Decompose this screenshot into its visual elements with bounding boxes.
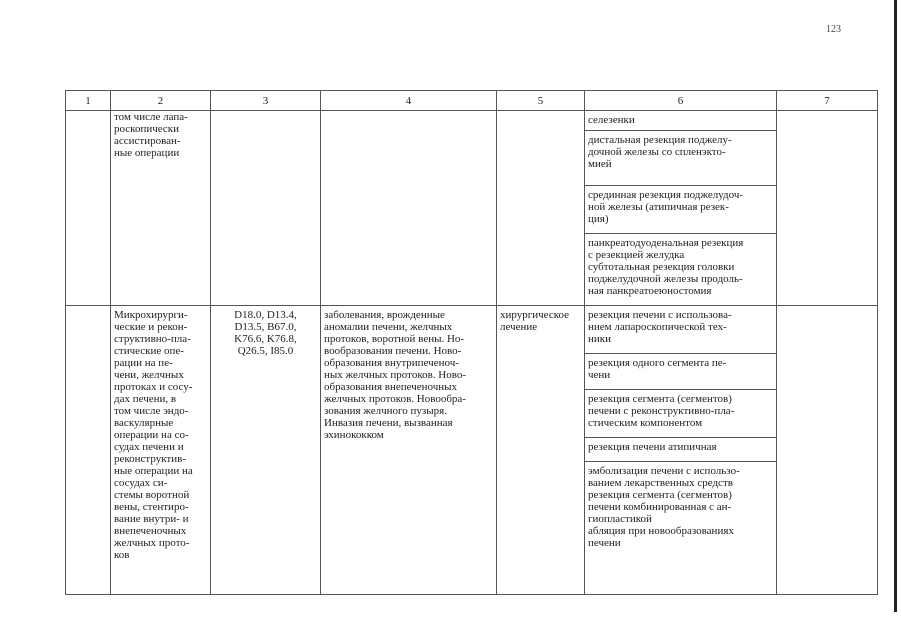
row-number-cell — [66, 306, 111, 595]
row-number-cell — [66, 111, 111, 306]
method-cell: резекция печени с использова- нием лапароскопической тех- ники — [585, 306, 777, 354]
method-cell: срединная резекция поджелудоч- ной железы (атипичная резек- ция) — [585, 186, 777, 234]
header-col-3: 3 — [211, 91, 321, 111]
diagnosis-cell: заболевания, врожденные аномалии печени, желчных протоков, воротной вены. Но- вообразования печени. Ново- образования внутрипеченоч- ных желчных протоков. Ново- образования внепеченочных желчных протоков. Новообра- зования желчного пузыря. Инвазия печени, вызванная эхинококком — [321, 306, 497, 595]
diagnosis-cell — [321, 111, 497, 306]
page-number: 123 — [826, 24, 841, 35]
header-col-2: 2 — [111, 91, 211, 111]
method-cell: селезенки — [585, 111, 777, 131]
cost-cell — [777, 111, 878, 306]
method-cell: эмболизация печени с использо- ванием лекарственных средств резекция сегмента (сегментов) печени комбинированная с ан- гиопластикой абляция при новообразованиях печени — [585, 462, 777, 595]
table-row — [66, 111, 878, 131]
method-cell: резекция одного сегмента пе- чени — [585, 354, 777, 390]
table-row — [66, 306, 878, 354]
method-cell: резекция печени атипичная — [585, 438, 777, 462]
header-col-1: 1 — [66, 91, 111, 111]
scan-edge-bar — [894, 0, 897, 612]
procedure-name-cell: том числе лапа- роскопически ассистирован- ные операции — [111, 111, 211, 306]
treatment-type-cell: хирургическое лечение — [497, 306, 585, 595]
icd-codes-cell — [211, 111, 321, 306]
header-row — [66, 91, 878, 111]
treatment-type-cell — [497, 111, 585, 306]
procedures-table — [65, 90, 878, 595]
icd-codes-cell: D18.0, D13.4, D13.5, B67.0, K76.6, K76.8, Q26.5, I85.0 — [211, 306, 321, 595]
method-cell: панкреатодуоденальная резекция с резекцией желудка субтотальная резекция головки поджелудочной железы продоль- ная панкреатоеюностомия — [585, 234, 777, 306]
header-col-7: 7 — [777, 91, 878, 111]
header-col-6: 6 — [585, 91, 777, 111]
procedure-name-cell: Микрохирурги- ческие и рекон- структивно-пла- стические опе- рации на пе- чени, желчных протоках и сосу- дах печени, в том числе эндо- васкулярные операции на со- судах печени и реконструктив- ные операции на сосудах си- стемы воротной вены, стентиро- вание внутри- и внепеченочных желчных прото- ков — [111, 306, 211, 595]
cost-cell — [777, 306, 878, 595]
method-cell: дистальная резекция поджелу- дочной железы со спленэкто- мией — [585, 131, 777, 186]
method-cell: резекция сегмента (сегментов) печени с реконструктивно-пла- стическим компонентом — [585, 390, 777, 438]
header-col-5: 5 — [497, 91, 585, 111]
header-col-4: 4 — [321, 91, 497, 111]
